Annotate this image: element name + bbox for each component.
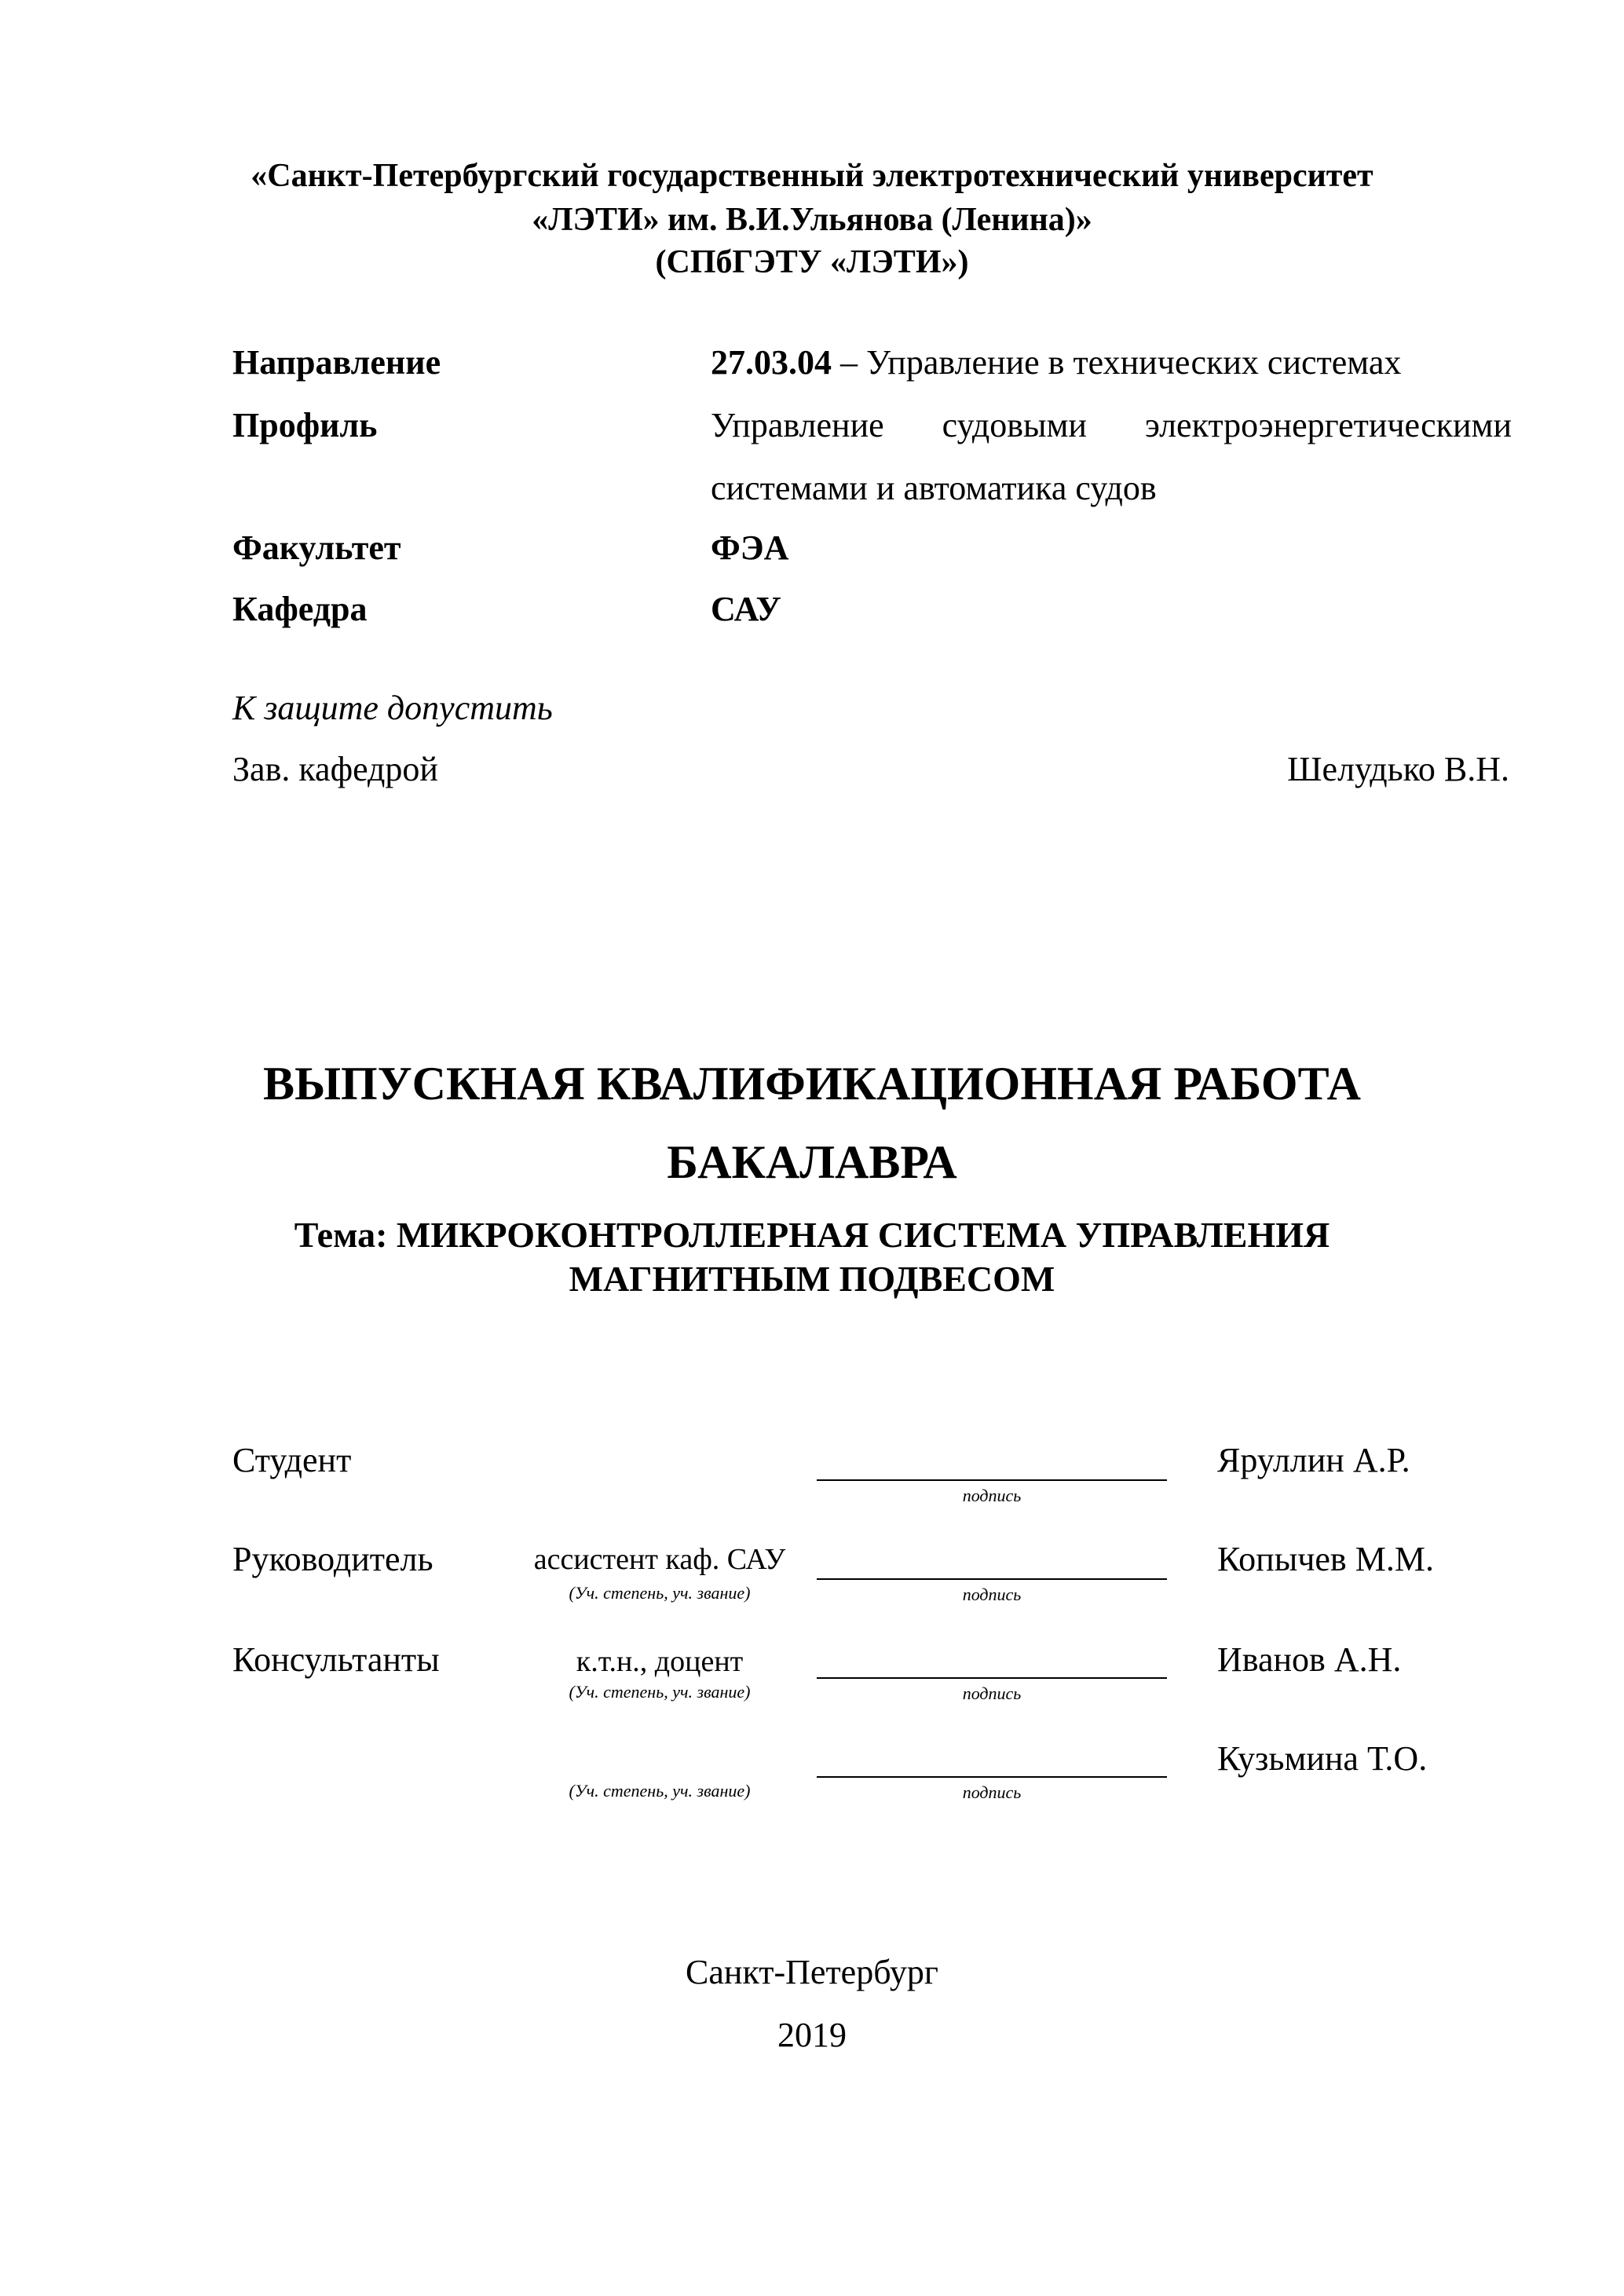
profile-value-line2: системами и автоматика судов: [711, 469, 1157, 507]
consultants-role: Консультанты: [232, 1640, 440, 1679]
city: Санкт-Петербург: [686, 1953, 938, 1991]
consultant1-name: Иванов А.Н.: [1217, 1640, 1402, 1679]
student-name: Яруллин А.Р.: [1217, 1441, 1410, 1479]
faculty-label: Факультет: [232, 528, 401, 567]
head-of-department-label: Зав. кафедрой: [232, 750, 438, 788]
direction-text: – Управление в технических системах: [832, 343, 1402, 382]
document-title-line1: ВЫПУСКНАЯ КВАЛИФИКАЦИОННАЯ РАБОТА: [263, 1058, 1361, 1110]
supervisor-role: Руководитель: [232, 1540, 433, 1578]
supervisor-signature-caption: подпись: [962, 1585, 1022, 1604]
department-value: САУ: [711, 590, 781, 628]
profile-label: Профиль: [232, 406, 378, 444]
supervisor-signature-line: [817, 1578, 1167, 1580]
profile-value-line1: Управление судовыми электроэнергетическими: [711, 406, 1512, 444]
direction-value: [711, 342, 1401, 382]
university-abbreviation: (СПбГЭТУ «ЛЭТИ»): [655, 244, 969, 280]
year: 2019: [777, 2016, 847, 2054]
consultant2-signature-caption: подпись: [962, 1782, 1022, 1802]
student-role: Студент: [232, 1441, 352, 1479]
consultant2-signature-line: [817, 1776, 1167, 1778]
consultant1-signature-line: [817, 1677, 1167, 1679]
supervisor-rank-caption: (Уч. степень, уч. звание): [569, 1583, 751, 1603]
student-signature-line: [817, 1479, 1167, 1481]
document-title-line2: БАКАЛАВРА: [667, 1136, 957, 1188]
consultant1-signature-caption: подпись: [962, 1684, 1022, 1703]
faculty-value: ФЭА: [711, 528, 789, 567]
head-of-department-name: Шелудько В.Н.: [1287, 750, 1509, 788]
university-name-line1: «Санкт-Петербургский государственный электротехнический университет: [251, 158, 1373, 194]
thesis-theme-line1: Тема: МИКРОКОНТРОЛЛЕРНАЯ СИСТЕМА УПРАВЛЕНИЯ: [294, 1215, 1330, 1255]
admit-to-defense: К защите допустить: [232, 689, 553, 727]
supervisor-name: Копычев М.М.: [1217, 1540, 1434, 1578]
direction-code: 27.03.04: [711, 343, 832, 382]
department-label: Кафедра: [232, 590, 368, 628]
university-name-line2: «ЛЭТИ» им. В.И.Ульянова (Ленина)»: [532, 202, 1092, 238]
direction-label: Направление: [232, 343, 441, 382]
consultant2-rank-caption: (Уч. степень, уч. звание): [569, 1781, 751, 1801]
consultant1-rank-caption: (Уч. степень, уч. звание): [569, 1682, 751, 1702]
supervisor-position: ассистент каф. САУ: [533, 1543, 786, 1576]
consultant1-position: к.т.н., доцент: [576, 1645, 744, 1678]
thesis-theme-line2: МАГНИТНЫМ ПОДВЕСОМ: [569, 1259, 1055, 1299]
student-signature-caption: подпись: [962, 1486, 1022, 1505]
consultant2-name: Кузьмина Т.О.: [1217, 1739, 1428, 1778]
